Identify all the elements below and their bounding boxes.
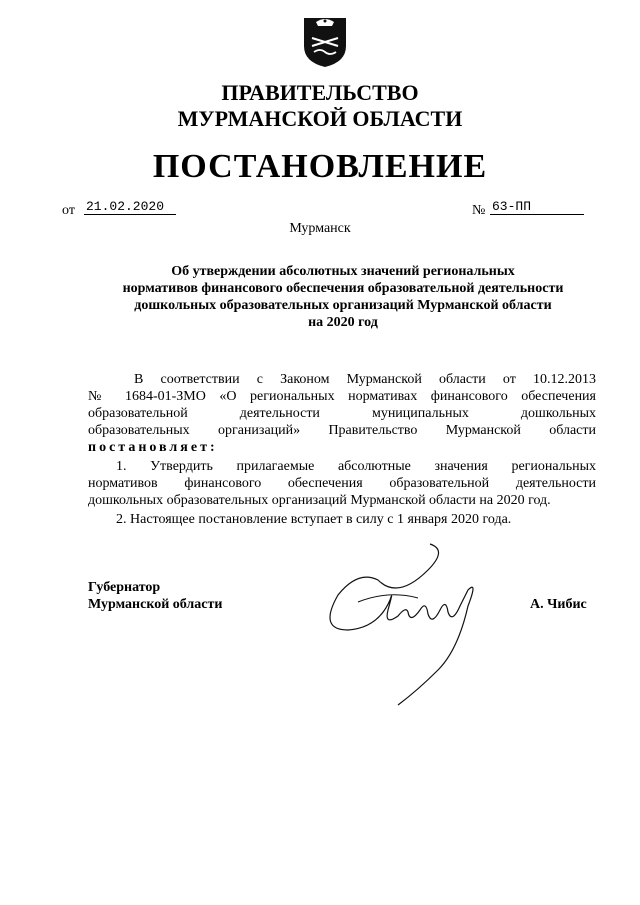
date-value: 21.02.2020 bbox=[86, 199, 165, 214]
date-underline bbox=[84, 214, 176, 215]
org-name-line1: ПРАВИТЕЛЬСТВО bbox=[221, 80, 419, 105]
signer-name: А. Чибис bbox=[530, 597, 587, 612]
body-line: дошкольных образовательных организаций Мурманской области на 2020 год. bbox=[88, 493, 551, 508]
body-line: образовательных организаций» Правительство Мурманской области bbox=[88, 423, 596, 438]
document-type-title: ПОСТАНОВЛЕНИЕ bbox=[152, 148, 488, 185]
coat-of-arms-icon bbox=[302, 12, 348, 68]
subject-line: нормативов финансового обеспечения образовательной деятельности bbox=[122, 281, 564, 296]
subject-line: на 2020 год bbox=[308, 315, 378, 330]
subject-line: Об утверждении абсолютных значений региональных bbox=[171, 264, 515, 279]
number-value: 63-ПП bbox=[492, 199, 532, 214]
date-label: от bbox=[62, 203, 75, 218]
subject-line: дошкольных образовательных организаций Мурманской области bbox=[134, 298, 552, 313]
org-name-line2: МУРМАНСКОЙ ОБЛАСТИ bbox=[177, 106, 463, 131]
body-line: В соответствии с Законом Мурманской области от 10.12.2013 bbox=[134, 372, 596, 387]
body-line-decree: постановляет: bbox=[88, 440, 218, 455]
number-underline bbox=[490, 214, 584, 215]
body-line: 2. Настоящее постановление вступает в силу с 1 января 2020 года. bbox=[116, 512, 512, 527]
signer-position-line1: Губернатор bbox=[88, 580, 161, 595]
signer-position-line2: Мурманской области bbox=[88, 597, 223, 612]
body-line: № 1684-01-ЗМО «О региональных нормативах финансового обеспечения bbox=[88, 389, 596, 404]
body-line: 1. Утвердить прилагаемые абсолютные значения региональных bbox=[116, 459, 596, 474]
body-line: нормативов финансового обеспечения образовательной деятельности bbox=[88, 476, 596, 491]
number-label: № bbox=[472, 203, 486, 218]
city-name: Мурманск bbox=[289, 221, 351, 236]
body-line: образовательной деятельности муниципальных дошкольных bbox=[88, 406, 596, 421]
handwritten-signature bbox=[318, 540, 498, 710]
